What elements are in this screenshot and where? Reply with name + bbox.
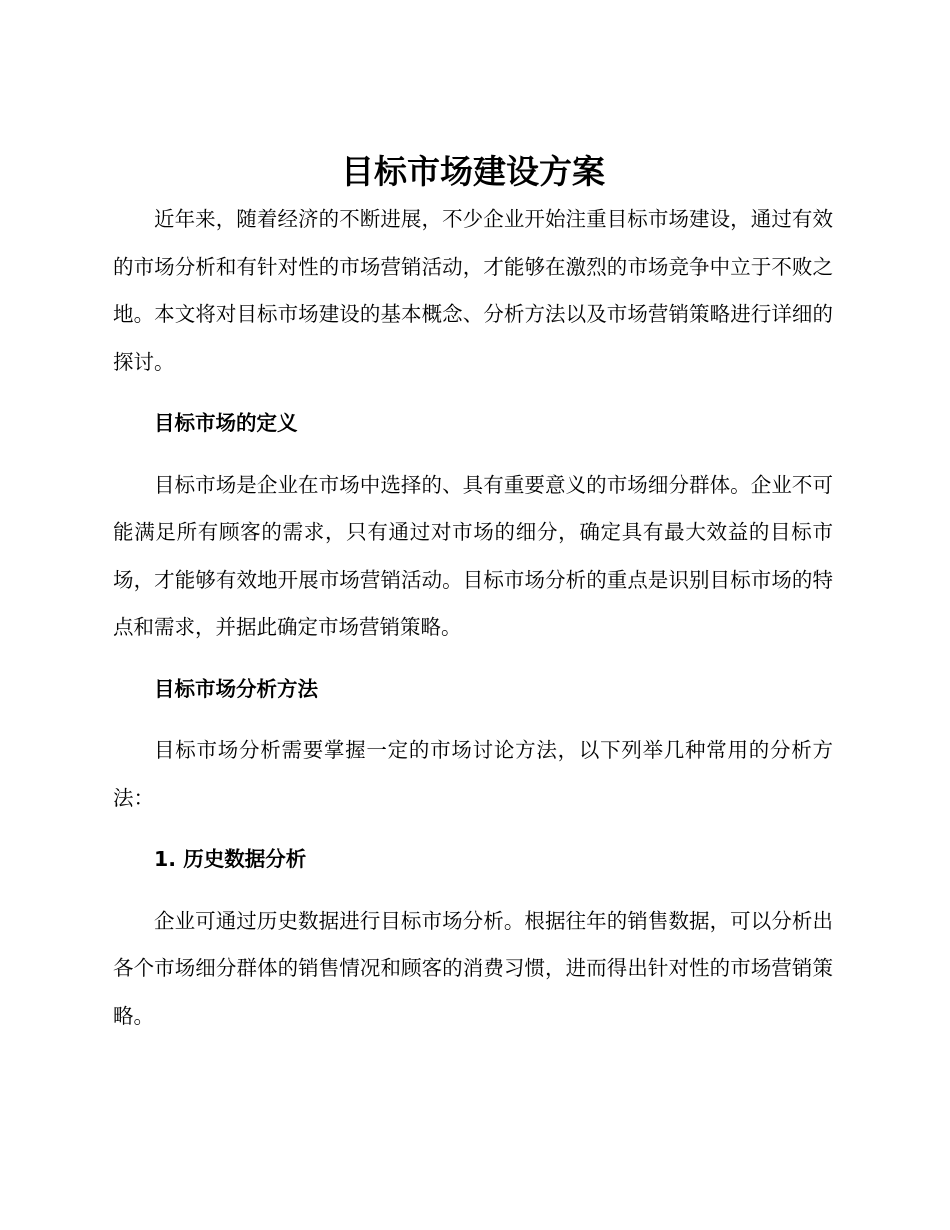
section-heading-analysis-methods: 目标市场分析方法 (154, 676, 318, 701)
definition-paragraph: 目标市场是企业在市场中选择的、具有重要意义的市场细分群体。企业不可能满足所有顾客的需求，只有通过对市场的细分，确定具有最大效益的目标市场，才能够有效地开展市场营销活动。目标市场分析的重点是识别目标市场的特点和需求，并据此确定市场营销策略。 (113, 472, 833, 639)
spacer (113, 884, 833, 898)
spacer (113, 652, 833, 666)
spacer (113, 386, 833, 400)
intro-paragraph: 近年来，随着经济的不断进展，不少企业开始注重目标市场建设，通过有效的市场分析和有针对性的市场营销活动，才能够在激烈的市场竞争中立于不败之地。本文将对目标市场建设的基本概念、分析方法以及市场营销策略进行详细的探讨。 (113, 207, 833, 374)
historical-data-paragraph: 企业可通过历史数据进行目标市场分析。根据往年的销售数据，可以分析出各个市场细分群体的销售情况和顾客的消费习惯，进而得出针对性的市场营销策略。 (113, 908, 833, 1028)
spacer (113, 448, 833, 462)
document-title: 目标市场建设方案 (341, 152, 605, 191)
analysis-methods-paragraph: 目标市场分析需要掌握一定的市场讨论方法，以下列举几种常用的分析方法： (113, 738, 833, 810)
subsection-heading-historical-data: 1. 历史数据分析 (154, 847, 307, 871)
document-body (113, 150, 833, 1040)
spacer (113, 822, 833, 836)
section-heading-definition: 目标市场的定义 (154, 411, 298, 435)
spacer (113, 713, 833, 727)
